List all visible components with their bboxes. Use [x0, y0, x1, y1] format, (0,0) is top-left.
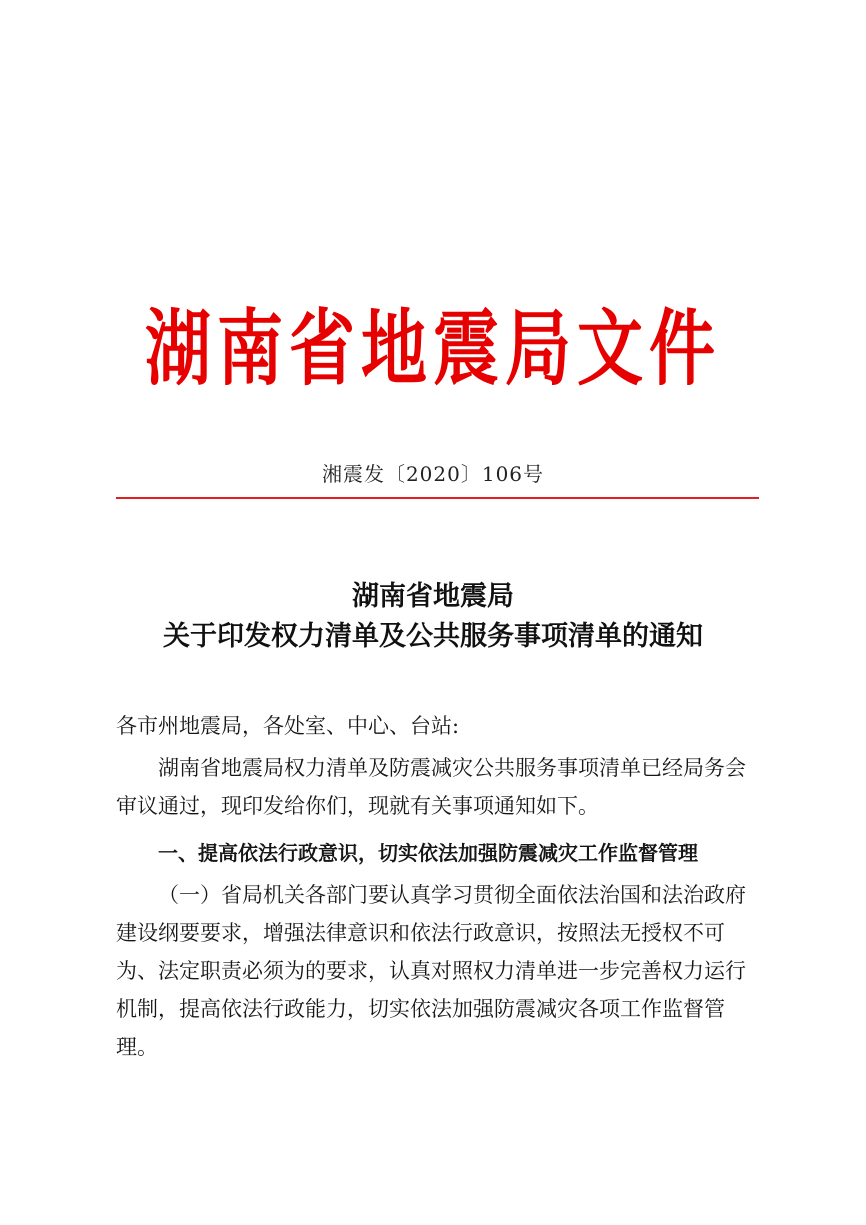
- salutation: 各市州地震局，各处室、中心、台站:: [116, 714, 460, 738]
- organization-header: 湖南省地震局文件: [145, 299, 721, 397]
- document-title-line1: 湖南省地震局: [352, 581, 514, 612]
- document-number: 湘震发〔2020〕106号: [321, 462, 545, 486]
- header-divider: [116, 497, 759, 499]
- section-heading-1: 一、提高依法行政意识，切实依法加强防震减灾工作监督管理: [158, 841, 698, 865]
- document-title-line2: 关于印发权力清单及公共服务事项清单的通知: [163, 621, 703, 652]
- body-paragraph-1: 湖南省地震局权力清单及防震减灾公共服务事项清单已经局务会审议通过，现印发给你们，现就有关事项通知如下。: [116, 756, 746, 818]
- body-paragraph-2: （一）省局机关各部门要认真学习贯彻全面依法治国和法治政府建设纲要要求，增强法律意识和依法行政意识，按照法无授权不可为、法定职责必须为的要求，认真对照权力清单进一步完善权力运行机制，提高依法行政能力，切实依法加强防震减灾各项工作监督管理。: [116, 883, 746, 1059]
